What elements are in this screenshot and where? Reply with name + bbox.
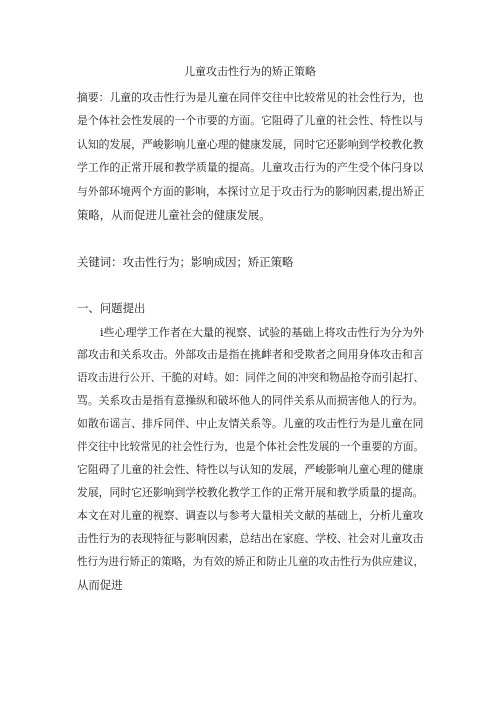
abstract-line: 是个体社会性发展的一个市要的方面。它阻碍了儿童的社会性、特性以与 xyxy=(77,114,424,127)
body-line: 性行为进行矫正的策略，为有效的矫正和防止儿童的攻击性行为供应建议， xyxy=(77,556,425,568)
keywords-line: 关键词：攻击性行为；影响成因；矫正策略 xyxy=(77,255,294,269)
body-line: i些心理学工作者在大量的视察、试验的基础上将攻击性行为分为外 xyxy=(100,326,424,339)
body-line: 部攻击和关系攻击。外部攻击是指在挑衅者和受欺者之间用身体攻击和言 xyxy=(77,348,424,361)
abstract-line: 学工作的正常开展和教学质量的提高。儿童攻击行为的产生受个体闩身以 xyxy=(77,161,424,174)
abstract-line: 认知的发展，严峻影响儿童心理的健康发展，同时它还影响到学校教化教 xyxy=(77,138,424,151)
body-line: 从而促进 xyxy=(77,578,123,592)
body-line: 如散布谣言、排斥同伴、中止友情关系等。儿童的攻击性行为是儿童在同 xyxy=(77,417,424,430)
document-title: 儿童攻击性行为的矫正策略 xyxy=(184,65,316,78)
body-line: 发展，同时它还影响到学校教化教学工作的正常开展和教学质量的提高。 xyxy=(77,486,424,499)
body-line: 本文在对儿童的视察、调查以与参考大量相关文献的基础上，分析儿童攻 xyxy=(77,509,424,522)
abstract-line: 摘要：儿童的攻击性行为是儿童在同伴交往中比较常见的社会性行为，也 xyxy=(77,91,424,104)
abstract-line: 与外部环境两个方面的影响，本探讨立足于攻击行为的影响因素,提出矫正 xyxy=(77,185,425,198)
abstract-line: 策略，从而促进儿童社会的健康发展。 xyxy=(77,208,271,222)
body-line: 语攻击进行公开、干脆的对峙。如：同伴之间的冲突和物品抢夺而引起打、 xyxy=(77,372,425,384)
body-line: 伴交往中比较常见的社会性行为，也是个体社会性发展的一个重要的方面。 xyxy=(77,441,425,453)
body-line: 击性行为的表现特征与影响因素，总结出在家庭、学校、社会对儿童攻击 xyxy=(77,532,424,545)
body-line: 它阻碍了儿童的社会性、特性以与认知的发展，严峻影响儿童心理的健康 xyxy=(77,463,424,476)
section-heading: 一、问题提出 xyxy=(77,301,146,315)
body-line: 骂。关系攻击是指有意操纵和破坏他人的同伴关系从而损害他人的行为。 xyxy=(77,394,424,407)
